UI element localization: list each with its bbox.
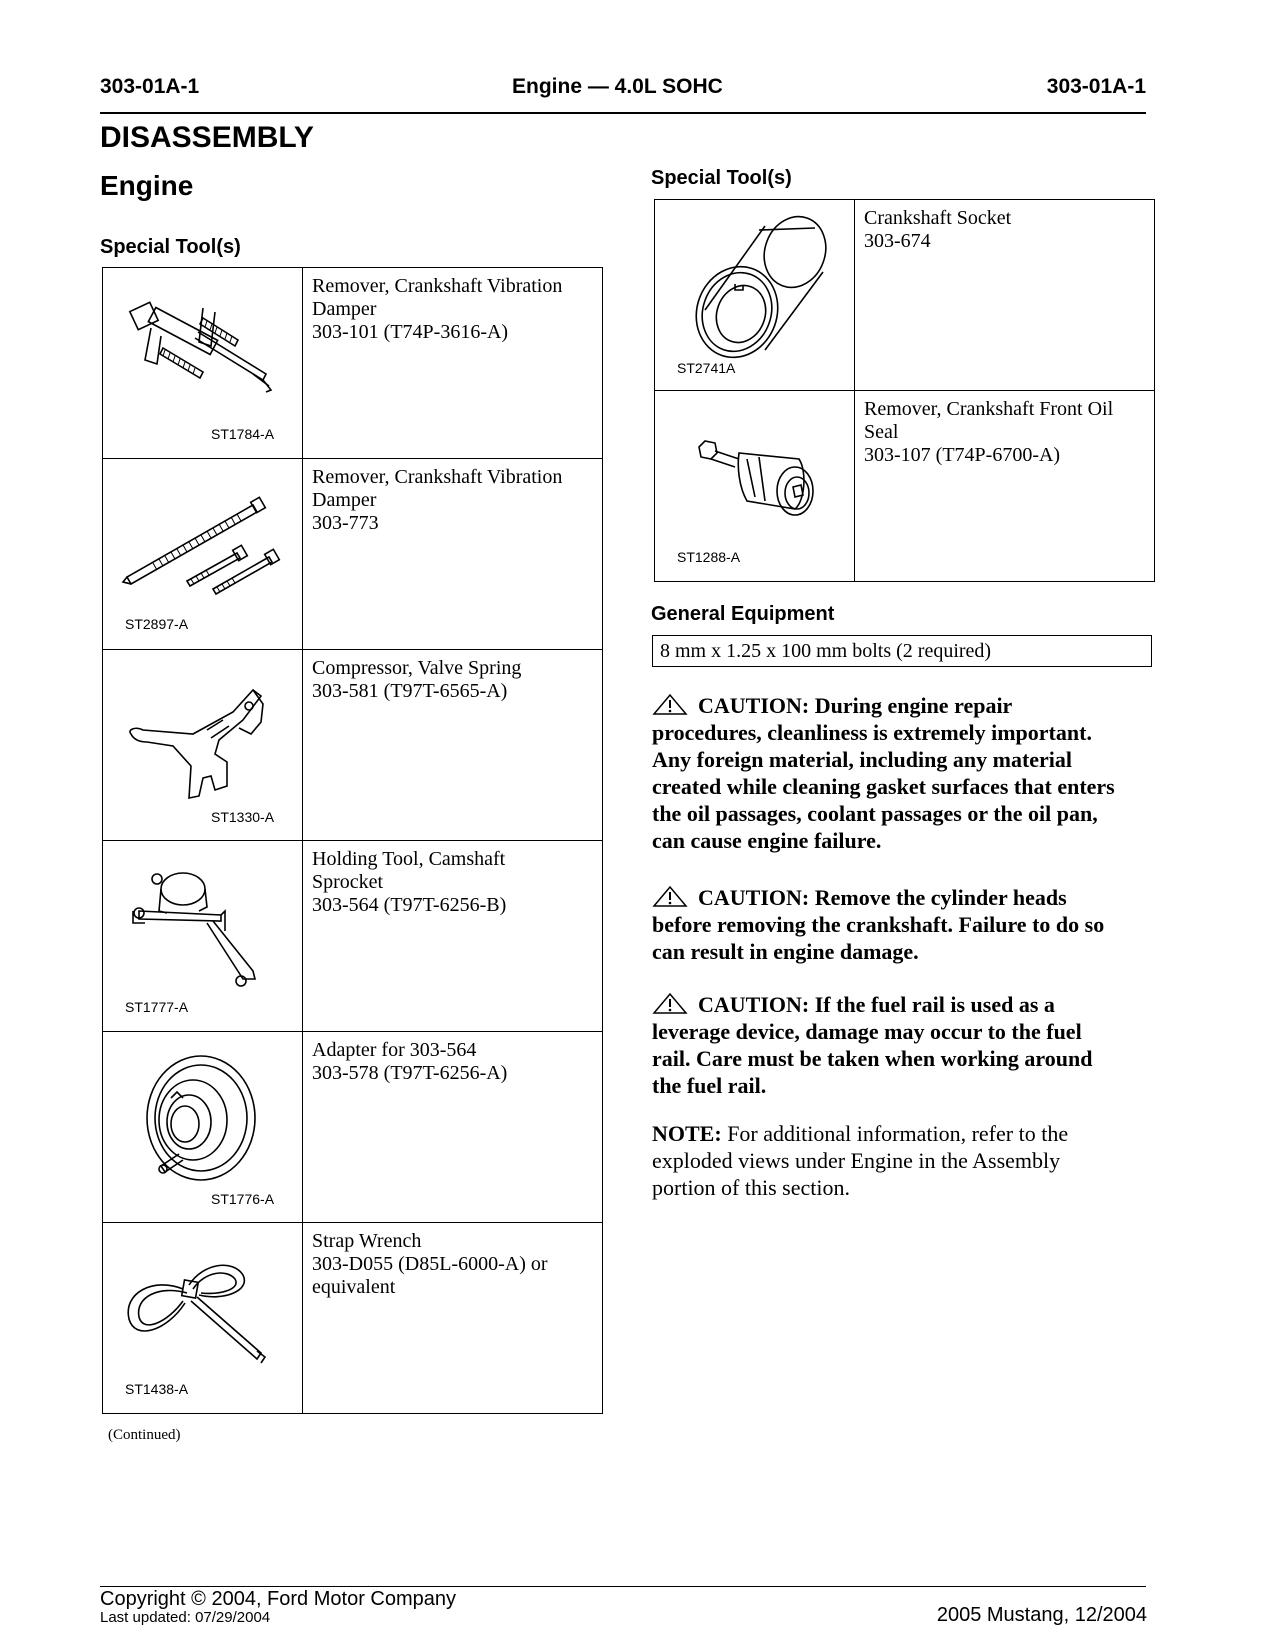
tool-row: [103, 650, 603, 841]
tool-row: [103, 841, 603, 1032]
header-section-number-left: 303-01A-1: [100, 75, 200, 98]
tool-image-cell: [103, 650, 303, 841]
header-rule: [100, 112, 1146, 114]
footer-copyright: Copyright © 2004, Ford Motor Company: [100, 1588, 457, 1610]
tool-description-cell: [303, 459, 603, 650]
section-title: DISASSEMBLY: [100, 121, 314, 154]
tool-description-cell: [303, 1032, 603, 1223]
tool-description-cell: [855, 391, 1155, 582]
footer-model-date: 2005 Mustang, 12/2004: [936, 1604, 1147, 1626]
caution-text-line: the oil passages, coolant passages or the oil pan,: [652, 801, 1098, 826]
note-block: [652, 1120, 1152, 1201]
tool-row: [103, 268, 603, 459]
caution-text-line: can result in engine damage.: [652, 939, 919, 964]
tool-row: [655, 391, 1155, 582]
tool-number: 303-773: [312, 512, 379, 534]
tool-name-line: Sprocket: [312, 871, 384, 893]
tool-image-cell: [655, 391, 855, 582]
warning-triangle-icon: [652, 992, 688, 1014]
tool-description-cell: [303, 268, 603, 459]
caution-text-line: procedures, cleanliness is extremely important.: [652, 720, 1092, 745]
tool-code: ST1330-A: [211, 809, 275, 825]
tool-row: [103, 1223, 603, 1414]
caution-text-line: before removing the crankshaft. Failure to do so: [652, 912, 1105, 937]
tool-name-line: Remover, Crankshaft Vibration: [312, 275, 563, 297]
tool-number-line: 303-D055 (D85L-6000-A) or: [312, 1253, 548, 1275]
tool-image-cell: [103, 1223, 303, 1414]
tool-row: [655, 200, 1155, 391]
tool-name-line: Adapter for 303-564: [312, 1039, 477, 1061]
tool-number: 303-107 (T74P-6700-A): [864, 444, 1061, 466]
caution-text-line: CAUTION: During engine repair: [698, 693, 1013, 718]
tool-image-cell: [103, 1032, 303, 1223]
tool-image-cell: [103, 841, 303, 1032]
tool-name-line: Remover, Crankshaft Vibration: [312, 466, 563, 488]
tool-number: 303-564 (T97T-6256-B): [312, 894, 507, 916]
caution-text-line: can cause engine failure.: [652, 828, 882, 853]
tool-row: [103, 459, 603, 650]
tool-number-line: equivalent: [312, 1276, 396, 1298]
tool-name-line: Strap Wrench: [312, 1230, 422, 1252]
caution-block: [652, 692, 1162, 854]
note-text-line: exploded views under Engine in the Assembly: [652, 1148, 1061, 1173]
tool-description-cell: [855, 200, 1155, 391]
tool-name-line: Compressor, Valve Spring: [312, 657, 522, 679]
header-title: Engine — 4.0L SOHC: [512, 75, 723, 98]
tool-name-line: Damper: [312, 298, 377, 320]
tool-code: ST2897-A: [125, 616, 189, 632]
tool-description-cell: [303, 650, 603, 841]
caution-text-line: CAUTION: If the fuel rail is used as a: [698, 992, 1055, 1017]
note-text-line: portion of this section.: [652, 1175, 850, 1200]
tool-image-cell: [103, 268, 303, 459]
right-special-tools-table: [654, 199, 1155, 582]
tool-code: ST1288-A: [677, 549, 741, 565]
tool-code: ST1776-A: [211, 1191, 275, 1207]
right-special-tools-heading: Special Tool(s): [651, 167, 792, 189]
caution-text-line: CAUTION: Remove the cylinder heads: [698, 885, 1067, 910]
tool-number: 303-674: [864, 230, 931, 252]
tool-number: 303-101 (T74P-3616-A): [312, 321, 509, 343]
general-equipment-heading: General Equipment: [651, 603, 835, 625]
footer-last-updated: Last updated: 07/29/2004: [100, 1609, 271, 1626]
note-text-line: For additional information, refer to the: [721, 1121, 1069, 1146]
caution-block: [652, 991, 1162, 1099]
tool-code: ST2741A: [677, 360, 736, 376]
tool-description-cell: [303, 841, 603, 1032]
general-equipment-item: 8 mm x 1.25 x 100 mm bolts (2 required): [652, 635, 1152, 667]
tool-name-line: Remover, Crankshaft Front Oil: [864, 398, 1114, 420]
continued-note: (Continued): [108, 1427, 181, 1443]
warning-triangle-icon: [652, 885, 688, 907]
tool-image-cell: [103, 459, 303, 650]
caution-text-line: Any foreign material, including any material: [652, 747, 1073, 772]
warning-triangle-icon: [652, 693, 688, 715]
caution-text-line: rail. Care must be taken when working around: [652, 1046, 1093, 1071]
tool-name-line: Crankshaft Socket: [864, 207, 1012, 229]
tool-name-line: Damper: [312, 489, 377, 511]
left-special-tools-heading: Special Tool(s): [100, 236, 241, 258]
caution-text-line: leverage device, damage may occur to the fuel: [652, 1019, 1082, 1044]
tool-code: ST1438-A: [125, 1381, 189, 1397]
tool-description-cell: [303, 1223, 603, 1414]
tool-image-cell: [655, 200, 855, 391]
tool-number: 303-581 (T97T-6565-A): [312, 680, 508, 702]
left-special-tools-table: [102, 267, 603, 1414]
tool-code: ST1777-A: [125, 999, 189, 1015]
tool-code: ST1784-A: [211, 426, 275, 442]
subsection-title: Engine: [100, 170, 194, 201]
note-label: NOTE:: [652, 1121, 722, 1146]
tool-name-line: Seal: [864, 421, 899, 443]
header-section-number-right: 303-01A-1: [1046, 75, 1146, 98]
caution-text-line: the fuel rail.: [652, 1073, 767, 1098]
caution-text-line: created while cleaning gasket surfaces that enters: [652, 774, 1115, 799]
caution-block: [652, 884, 1162, 965]
tool-row: [103, 1032, 603, 1223]
tool-name-line: Holding Tool, Camshaft: [312, 848, 506, 870]
tool-number: 303-578 (T97T-6256-A): [312, 1062, 508, 1084]
